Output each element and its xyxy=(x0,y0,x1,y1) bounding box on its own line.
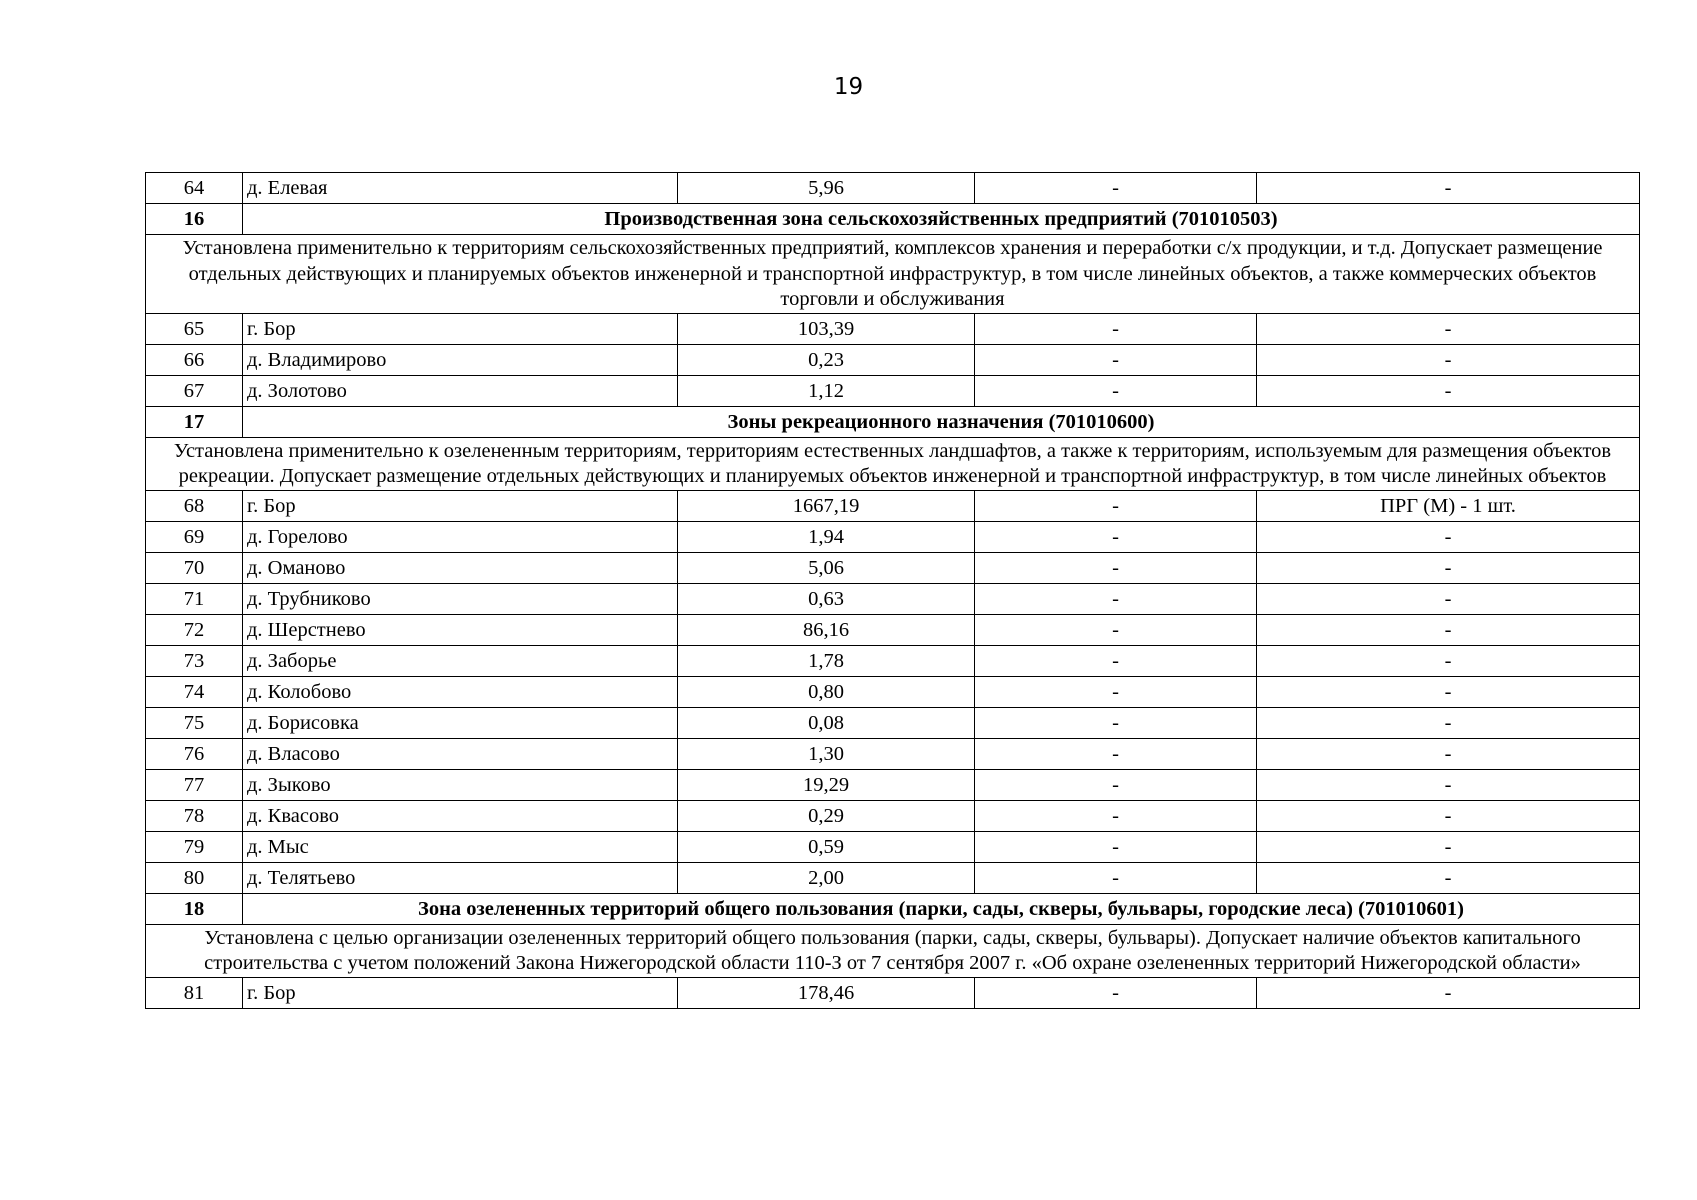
zones-table-body xyxy=(146,173,1640,1009)
table-row xyxy=(146,862,1640,893)
row-number: 78 xyxy=(146,800,243,831)
settlement-name: д. Квасово xyxy=(243,800,678,831)
column-5-value: - xyxy=(1257,313,1640,344)
row-number: 75 xyxy=(146,707,243,738)
column-4-value: - xyxy=(975,800,1257,831)
table-row xyxy=(146,173,1640,204)
column-4-value: - xyxy=(975,173,1257,204)
row-number: 71 xyxy=(146,583,243,614)
settlement-name: д. Зыково xyxy=(243,769,678,800)
zone-header-row xyxy=(146,406,1640,437)
table-row xyxy=(146,769,1640,800)
area-value: 5,06 xyxy=(678,552,975,583)
table-row xyxy=(146,977,1640,1008)
row-number: 67 xyxy=(146,375,243,406)
column-5-value: - xyxy=(1257,676,1640,707)
column-4-value: - xyxy=(975,614,1257,645)
zone-description-row xyxy=(146,924,1640,977)
column-5-value: - xyxy=(1257,645,1640,676)
column-4-value: - xyxy=(975,552,1257,583)
column-5-value: - xyxy=(1257,800,1640,831)
settlement-name: д. Власово xyxy=(243,738,678,769)
column-4-value: - xyxy=(975,831,1257,862)
zone-title: Зона озелененных территорий общего пользования (парки, сады, скверы, бульвары, городские леса) (701010601) xyxy=(243,893,1640,924)
column-4-value: - xyxy=(975,313,1257,344)
area-value: 1667,19 xyxy=(678,490,975,521)
column-5-value: - xyxy=(1257,552,1640,583)
zone-description: Установлена применительно к территориям сельскохозяйственных предприятий, комплексов хранения и переработки с/х продукции, и т.д. Допускает размещение отдельных действующих и планируемых объектов инженерной и транспортной инфраструктур, в том числе линейных объектов, а также коммерческих объектов торговли и обслуживания xyxy=(146,235,1640,314)
row-number: 79 xyxy=(146,831,243,862)
column-4-value: - xyxy=(975,583,1257,614)
column-5-value: - xyxy=(1257,707,1640,738)
column-4-value: - xyxy=(975,862,1257,893)
settlement-name: г. Бор xyxy=(243,313,678,344)
area-value: 0,63 xyxy=(678,583,975,614)
zone-number: 18 xyxy=(146,893,243,924)
table-row xyxy=(146,676,1640,707)
area-value: 0,59 xyxy=(678,831,975,862)
zone-header-row xyxy=(146,893,1640,924)
area-value: 0,29 xyxy=(678,800,975,831)
row-number: 68 xyxy=(146,490,243,521)
table-row xyxy=(146,800,1640,831)
settlement-name: д. Золотово xyxy=(243,375,678,406)
column-4-value: - xyxy=(975,490,1257,521)
zone-description-row xyxy=(146,437,1640,490)
column-5-value: - xyxy=(1257,862,1640,893)
table-row xyxy=(146,614,1640,645)
column-5-value: ПРГ (М) - 1 шт. xyxy=(1257,490,1640,521)
settlement-name: г. Бор xyxy=(243,977,678,1008)
zone-number: 16 xyxy=(146,204,243,235)
column-4-value: - xyxy=(975,977,1257,1008)
area-value: 1,78 xyxy=(678,645,975,676)
area-value: 0,23 xyxy=(678,344,975,375)
area-value: 178,46 xyxy=(678,977,975,1008)
table-row xyxy=(146,583,1640,614)
column-4-value: - xyxy=(975,769,1257,800)
settlement-name: д. Трубниково xyxy=(243,583,678,614)
table-row xyxy=(146,375,1640,406)
table-row xyxy=(146,738,1640,769)
table-row xyxy=(146,490,1640,521)
row-number: 80 xyxy=(146,862,243,893)
area-value: 103,39 xyxy=(678,313,975,344)
table-row xyxy=(146,645,1640,676)
column-5-value: - xyxy=(1257,344,1640,375)
column-4-value: - xyxy=(975,375,1257,406)
row-number: 65 xyxy=(146,313,243,344)
settlement-name: д. Борисовка xyxy=(243,707,678,738)
settlement-name: д. Шерстнево xyxy=(243,614,678,645)
area-value: 1,94 xyxy=(678,521,975,552)
zone-description: Установлена с целью организации озелененных территорий общего пользования (парки, сады, скверы, бульвары). Допускает наличие объектов капитального строительства с учетом положений Закона Нижегородской области 110-З от 7 сентября 2007 г. «Об охране озелененных территорий Нижегородской области» xyxy=(146,924,1640,977)
column-5-value: - xyxy=(1257,977,1640,1008)
settlement-name: д. Заборье xyxy=(243,645,678,676)
settlement-name: д. Оманово xyxy=(243,552,678,583)
row-number: 66 xyxy=(146,344,243,375)
row-number: 72 xyxy=(146,614,243,645)
zone-number: 17 xyxy=(146,406,243,437)
column-5-value: - xyxy=(1257,173,1640,204)
column-5-value: - xyxy=(1257,521,1640,552)
row-number: 74 xyxy=(146,676,243,707)
zone-title: Производственная зона сельскохозяйственных предприятий (701010503) xyxy=(243,204,1640,235)
column-5-value: - xyxy=(1257,614,1640,645)
row-number: 76 xyxy=(146,738,243,769)
column-4-value: - xyxy=(975,707,1257,738)
zones-table xyxy=(145,172,1640,1009)
column-4-value: - xyxy=(975,344,1257,375)
table-row xyxy=(146,552,1640,583)
settlement-name: г. Бор xyxy=(243,490,678,521)
row-number: 69 xyxy=(146,521,243,552)
column-5-value: - xyxy=(1257,583,1640,614)
column-5-value: - xyxy=(1257,375,1640,406)
area-value: 0,80 xyxy=(678,676,975,707)
settlement-name: д. Елевая xyxy=(243,173,678,204)
settlement-name: д. Колобово xyxy=(243,676,678,707)
settlement-name: д. Владимирово xyxy=(243,344,678,375)
row-number: 77 xyxy=(146,769,243,800)
settlement-name: д. Телятьево xyxy=(243,862,678,893)
table-row xyxy=(146,313,1640,344)
page-number: 19 xyxy=(833,74,864,100)
row-number: 64 xyxy=(146,173,243,204)
zone-header-row xyxy=(146,204,1640,235)
table-row xyxy=(146,521,1640,552)
row-number: 73 xyxy=(146,645,243,676)
row-number: 81 xyxy=(146,977,243,1008)
zone-description-row xyxy=(146,235,1640,314)
column-4-value: - xyxy=(975,738,1257,769)
column-4-value: - xyxy=(975,521,1257,552)
area-value: 5,96 xyxy=(678,173,975,204)
zone-description: Установлена применительно к озелененным территориям, территориям естественных ландшафтов, а также к территориям, используемым для размещения объектов рекреации. Допускает размещение отдельных действующих и планируемых объектов инженерной и транспортной инфраструктур, в том числе линейных объектов xyxy=(146,437,1640,490)
column-5-value: - xyxy=(1257,738,1640,769)
settlement-name: д. Мыс xyxy=(243,831,678,862)
area-value: 2,00 xyxy=(678,862,975,893)
table-row xyxy=(146,831,1640,862)
column-4-value: - xyxy=(975,676,1257,707)
area-value: 0,08 xyxy=(678,707,975,738)
zone-title: Зоны рекреационного назначения (701010600) xyxy=(243,406,1640,437)
area-value: 86,16 xyxy=(678,614,975,645)
area-value: 19,29 xyxy=(678,769,975,800)
table-row xyxy=(146,707,1640,738)
row-number: 70 xyxy=(146,552,243,583)
column-5-value: - xyxy=(1257,831,1640,862)
area-value: 1,12 xyxy=(678,375,975,406)
area-value: 1,30 xyxy=(678,738,975,769)
table-row xyxy=(146,344,1640,375)
settlement-name: д. Горелово xyxy=(243,521,678,552)
column-4-value: - xyxy=(975,645,1257,676)
column-5-value: - xyxy=(1257,769,1640,800)
